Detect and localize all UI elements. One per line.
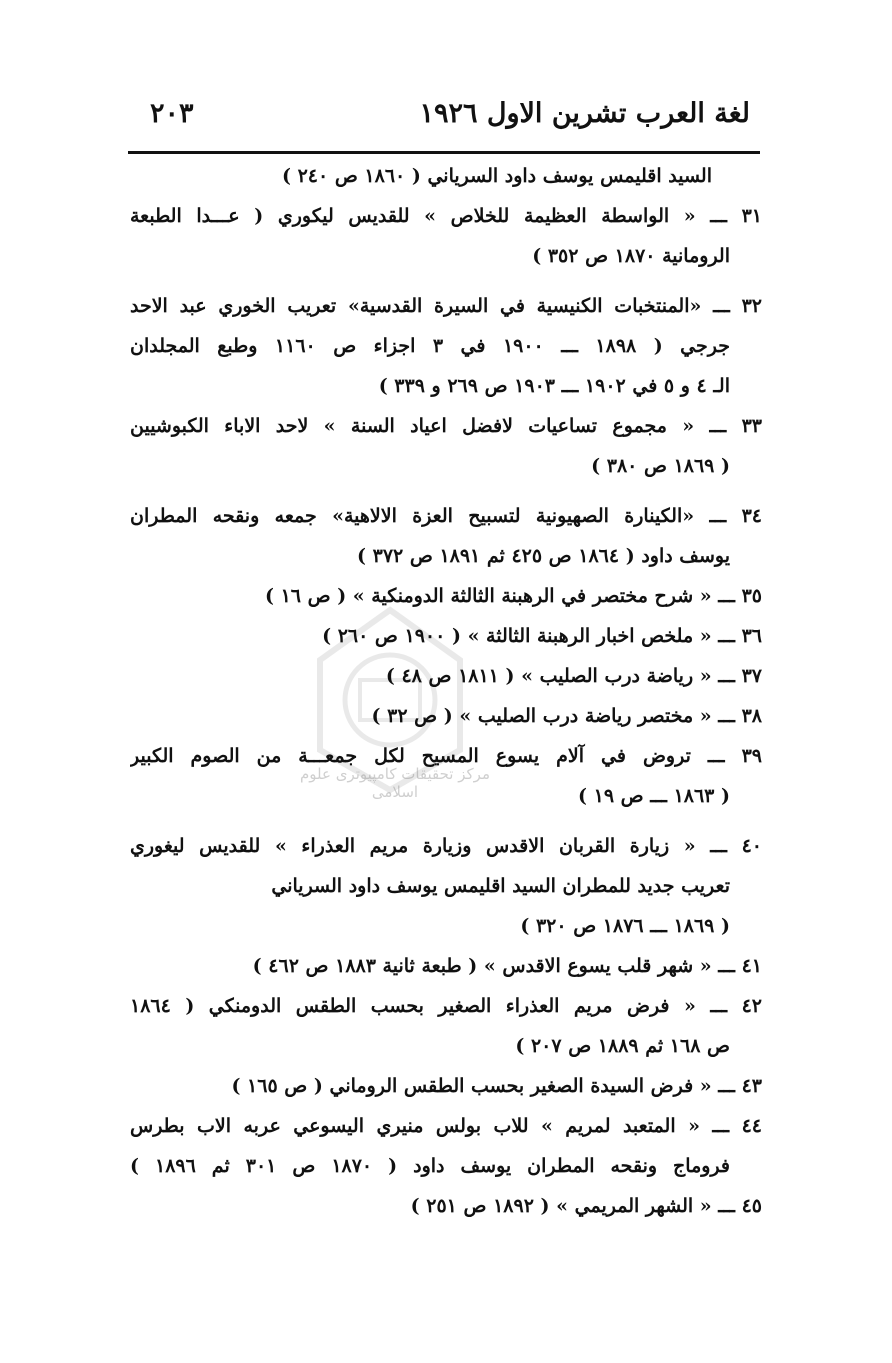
text-line: ٤٤ ـــ « المتعبد لمريم » للاب بولس منيري اليسوعي عربه الاب بطرس	[130, 1115, 762, 1137]
text-line: الـ ٤ و ٥ في ١٩٠٢ ـــ ١٩٠٣ ص ٢٦٩ و ٣٣٩ )	[378, 375, 730, 397]
text-line: ( ١٨٦٣ ـــ ص ١٩ )	[578, 785, 730, 807]
page-number: ٢٠٣	[150, 97, 194, 129]
text-line: ( ١٨٦٩ ـــ ١٨٧٦ ص ٣٢٠ )	[520, 915, 730, 937]
text-line: ٣٤ ـــ «الكينارة الصهيونية لتسبيح العزة الالاهية» جمعه ونقحه المطران	[130, 505, 762, 527]
text-line: ٤٠ ـــ « زيارة القربان الاقدس وزيارة مريم العذراء » للقديس ليغوري	[130, 835, 762, 857]
text-line: ٣٧ ـــ « رياضة درب الصليب » ( ١٨١١ ص ٤٨ )	[385, 665, 762, 687]
text-line: ٤٥ ـــ « الشهر المريمي » ( ١٨٩٢ ص ٢٥١ )	[410, 1195, 762, 1217]
body-text	[130, 156, 762, 1226]
text-line: الرومانية ١٨٧٠ ص ٣٥٢ )	[532, 245, 730, 267]
text-line: ٣٥ ـــ « شرح مختصر في الرهبنة الثالثة الدومنكية » ( ص ١٦ )	[264, 585, 762, 607]
text-line: ٣٨ ـــ « مختصر رياضة درب الصليب » ( ص ٣٢ )	[371, 705, 762, 727]
page-header	[150, 88, 750, 138]
text-line: ٣٣ ـــ « مجموع تساعيات لافضل اعياد السنة » لاحد الاباء الكبوشيين	[130, 415, 762, 437]
watermark-text: مركز تحقيقات کامپیوتری علوم اسلامی	[300, 765, 490, 801]
header-rule	[128, 151, 760, 154]
text-line: ٤١ ـــ « شهر قلب يسوع الاقدس » ( طبعة ثانية ١٨٨٣ ص ٤٦٢ )	[252, 955, 762, 977]
text-line: ص ١٦٨ ثم ١٨٨٩ ص ٢٠٧ )	[515, 1035, 730, 1057]
running-title: لغة العرب تشرين الاول ١٩٢٦	[419, 97, 750, 129]
text-line: ٣٩ ـــ تروض في آلام يسوع المسيح لكل جمعـــة من الصوم الكبير	[130, 745, 762, 767]
text-line: ٣٦ ـــ « ملخص اخبار الرهبنة الثالثة » ( ١٩٠٠ ص ٢٦٠ )	[322, 625, 762, 647]
text-line: ٤٢ ـــ « فرض مريم العذراء الصغير بحسب الطقس الدومنكي ( ١٨٦٤	[130, 995, 762, 1017]
text-line: تعريب جديد للمطران السيد اقليمس يوسف داود السرياني	[271, 875, 730, 897]
text-line: جرجي ( ١٨٩٨ ـــ ١٩٠٠ في ٣ اجزاء ص ١١٦٠ وطبع المجلدان	[130, 335, 730, 357]
text-line: السيد اقليمس يوسف داود السرياني ( ١٨٦٠ ص ٢٤٠ )	[281, 165, 712, 187]
text-line: ( ١٨٦٩ ص ٣٨٠ )	[591, 455, 730, 477]
text-line: ٤٣ ـــ « فرض السيدة الصغير بحسب الطقس الروماني ( ص ١٦٥ )	[231, 1075, 762, 1097]
text-line: ٣١ ـــ « الواسطة العظيمة للخلاص » للقديس ليكوري ( عـــدا الطبعة	[130, 205, 762, 227]
text-line: فروماج ونقحه المطران يوسف داود ( ١٨٧٠ ص ٣٠١ ثم ١٨٩٦ )	[130, 1155, 730, 1177]
text-line: يوسف داود ( ١٨٦٤ ص ٤٢٥ ثم ١٨٩١ ص ٣٧٢ )	[357, 545, 730, 567]
text-line: ٣٢ ـــ «المنتخبات الكنيسية في السيرة القدسية» تعريب الخوري عبد الاحد	[130, 295, 762, 317]
